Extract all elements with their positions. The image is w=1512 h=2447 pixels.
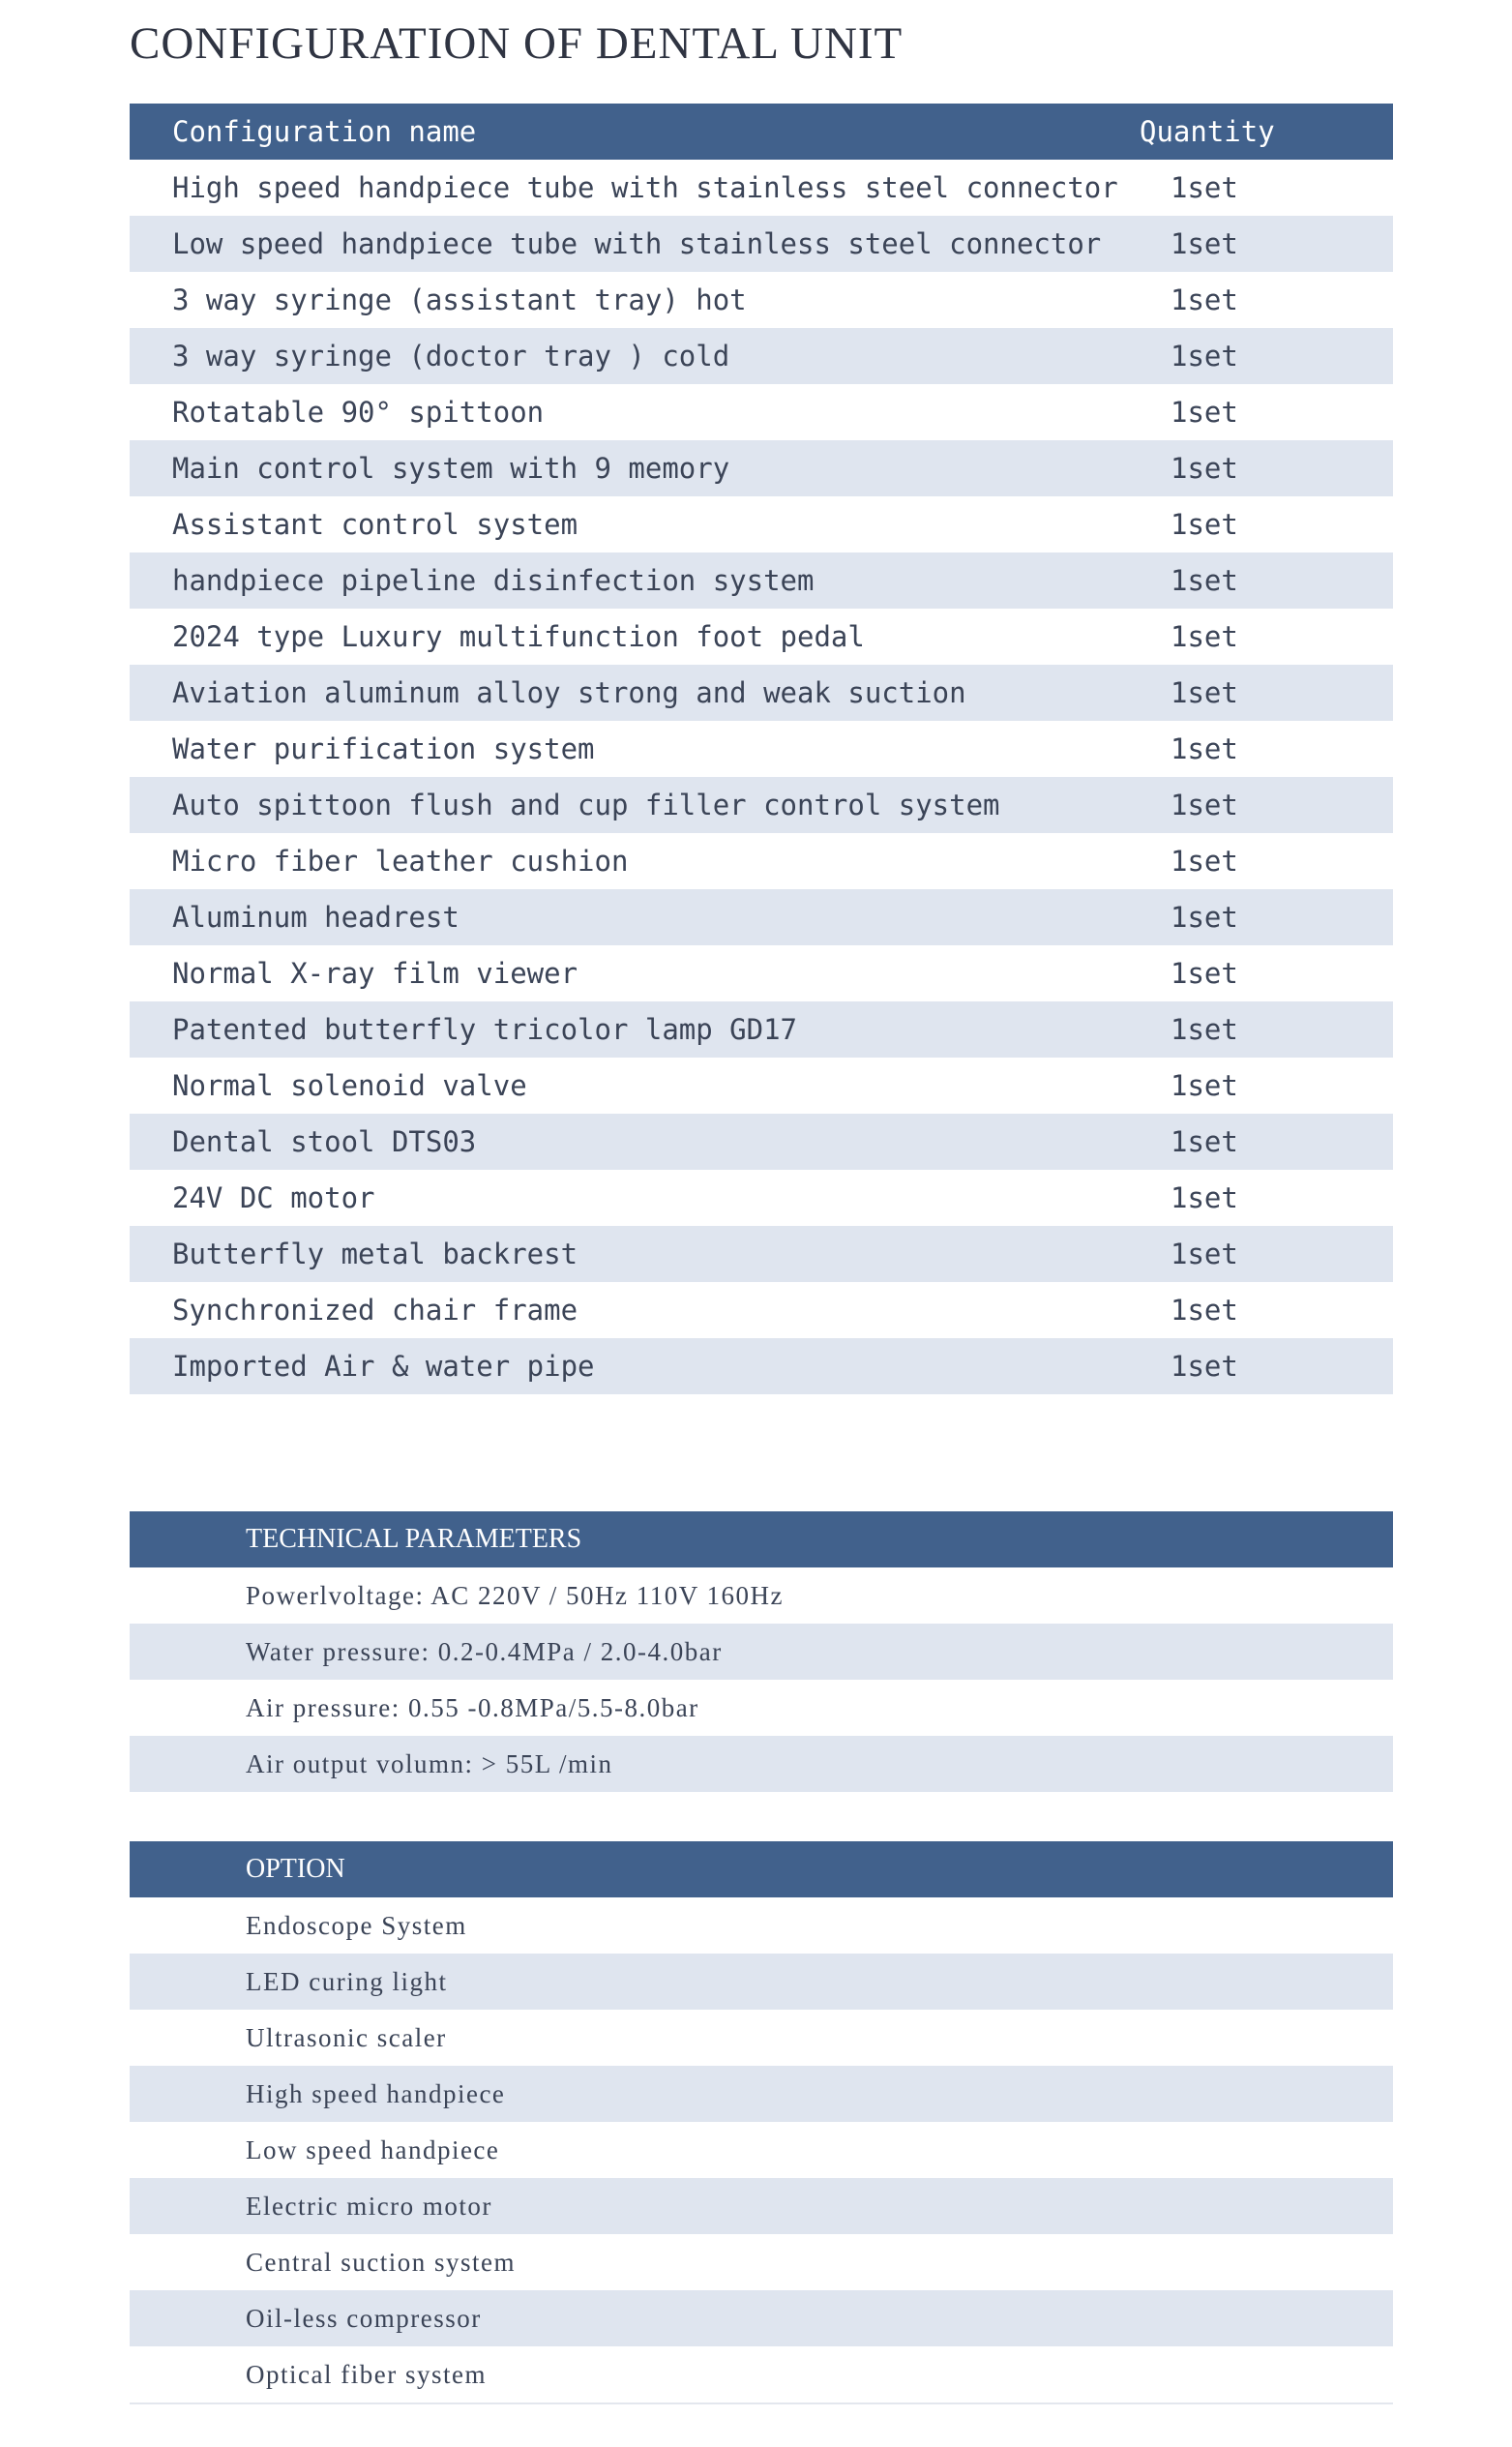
option-table [130, 1841, 1393, 2404]
option-item-text: Ultrasonic scaler [246, 2022, 447, 2052]
quantity-cell: 1set [1171, 845, 1238, 878]
technical-parameter-text: Powerlvoltage: AC 220V / 50Hz 110V 160Hz [246, 1580, 784, 1610]
quantity-cell: 1set [1171, 283, 1238, 316]
configuration-name-cell: Butterfly metal backrest [172, 1238, 578, 1270]
option-item-text: Endoscope System [246, 1910, 467, 1940]
table-row [130, 552, 1393, 609]
quantity-cell: 1set [1171, 732, 1238, 765]
technical-parameter-text: Air pressure: 0.55 -0.8MPa/5.5-8.0bar [246, 1692, 699, 1722]
list-item [130, 2178, 1393, 2234]
quantity-cell: 1set [1171, 227, 1238, 260]
quantity-cell: 1set [1171, 171, 1238, 204]
quantity-cell: 1set [1171, 452, 1238, 485]
configuration-name-cell: Imported Air & water pipe [172, 1350, 595, 1383]
list-item [130, 1897, 1393, 1954]
list-item [130, 1680, 1393, 1736]
option-item-text: High speed handpiece [246, 2078, 506, 2108]
quantity-cell: 1set [1171, 508, 1238, 541]
quantity-cell: 1set [1171, 1125, 1238, 1158]
list-item [130, 1567, 1393, 1624]
configuration-rows [130, 160, 1393, 1394]
table-row [130, 1226, 1393, 1282]
table-row [130, 1282, 1393, 1338]
table-row [130, 945, 1393, 1001]
list-item [130, 1624, 1393, 1680]
configuration-name-cell: 3 way syringe (assistant tray) hot [172, 283, 747, 316]
configuration-name-cell: Rotatable 90° spittoon [172, 396, 545, 429]
table-row [130, 777, 1393, 833]
quantity-cell: 1set [1171, 564, 1238, 597]
configuration-name-cell: 2024 type Luxury multifunction foot pedal [172, 620, 865, 653]
configuration-table [130, 104, 1393, 1394]
table-row [130, 496, 1393, 552]
quantity-cell: 1set [1171, 901, 1238, 934]
table-row [130, 440, 1393, 496]
technical-parameters-table [130, 1511, 1393, 1792]
quantity-cell: 1set [1171, 620, 1238, 653]
technical-parameters-title: TECHNICAL PARAMETERS [246, 1524, 582, 1554]
configuration-table-header [130, 104, 1393, 160]
quantity-cell: 1set [1171, 396, 1238, 429]
table-row [130, 1001, 1393, 1058]
configuration-name-cell: Assistant control system [172, 508, 578, 541]
table-row [130, 216, 1393, 272]
quantity-cell: 1set [1171, 1069, 1238, 1102]
quantity-cell: 1set [1171, 1350, 1238, 1383]
table-row [130, 160, 1393, 216]
option-title: OPTION [246, 1854, 345, 1884]
table-row [130, 1338, 1393, 1394]
configuration-name-cell: Synchronized chair frame [172, 1294, 578, 1327]
option-item-text: Central suction system [246, 2247, 516, 2277]
quantity-cell: 1set [1171, 1238, 1238, 1270]
quantity-cell: 1set [1171, 1294, 1238, 1327]
table-row [130, 328, 1393, 384]
table-row [130, 272, 1393, 328]
configuration-name-cell: Water purification system [172, 732, 595, 765]
option-header [130, 1841, 1393, 1897]
list-item [130, 2290, 1393, 2346]
table-row [130, 665, 1393, 721]
configuration-name-cell: Aluminum headrest [172, 901, 460, 934]
configuration-name-cell: Auto spittoon flush and cup filler control system [172, 789, 1000, 821]
table-row [130, 1058, 1393, 1114]
list-item [130, 1736, 1393, 1792]
quantity-cell: 1set [1171, 957, 1238, 990]
list-item [130, 2346, 1393, 2402]
quantity-cell: 1set [1171, 340, 1238, 373]
configuration-name-cell: 3 way syringe (doctor tray ) cold [172, 340, 730, 373]
configuration-name-cell: Normal solenoid valve [172, 1069, 527, 1102]
configuration-name-cell: Dental stool DTS03 [172, 1125, 477, 1158]
column-header-quantity: Quantity [1140, 115, 1275, 148]
configuration-name-cell: Low speed handpiece tube with stainless steel connector [172, 227, 1102, 260]
technical-parameter-text: Water pressure: 0.2-0.4MPa / 2.0-4.0bar [246, 1636, 723, 1666]
technical-parameters-header [130, 1511, 1393, 1567]
page-title: CONFIGURATION OF DENTAL UNIT [130, 18, 904, 69]
configuration-name-cell: Patented butterfly tricolor lamp GD17 [172, 1013, 798, 1046]
configuration-name-cell: Aviation aluminum alloy strong and weak suction [172, 676, 966, 709]
configuration-name-cell: Main control system with 9 memory [172, 452, 730, 485]
configuration-name-cell: High speed handpiece tube with stainless steel connector [172, 171, 1118, 204]
configuration-name-cell: Micro fiber leather cushion [172, 845, 629, 878]
list-item [130, 2234, 1393, 2290]
table-row [130, 721, 1393, 777]
quantity-cell: 1set [1171, 1181, 1238, 1214]
list-item [130, 2066, 1393, 2122]
column-header-configuration-name: Configuration name [172, 115, 477, 148]
option-item-text: Electric micro motor [246, 2191, 492, 2221]
table-row [130, 833, 1393, 889]
list-item [130, 2010, 1393, 2066]
configuration-name-cell: Normal X-ray film viewer [172, 957, 578, 990]
list-item [130, 2122, 1393, 2178]
table-row [130, 1170, 1393, 1226]
configuration-name-cell: 24V DC motor [172, 1181, 375, 1214]
quantity-cell: 1set [1171, 676, 1238, 709]
configuration-name-cell: handpiece pipeline disinfection system [172, 564, 815, 597]
list-item [130, 1954, 1393, 2010]
technical-parameters-rows [130, 1567, 1393, 1792]
quantity-cell: 1set [1171, 1013, 1238, 1046]
table-row [130, 609, 1393, 665]
table-row [130, 384, 1393, 440]
option-item-text: Low speed handpiece [246, 2134, 500, 2164]
option-item-text: Oil-less compressor [246, 2303, 482, 2333]
quantity-cell: 1set [1171, 789, 1238, 821]
option-table-bottom-divider [130, 2402, 1393, 2404]
technical-parameter-text: Air output volumn: > 55L /min [246, 1748, 613, 1778]
table-row [130, 889, 1393, 945]
option-rows [130, 1897, 1393, 2402]
option-item-text: Optical fiber system [246, 2359, 487, 2389]
table-row [130, 1114, 1393, 1170]
option-item-text: LED curing light [246, 1966, 448, 1996]
